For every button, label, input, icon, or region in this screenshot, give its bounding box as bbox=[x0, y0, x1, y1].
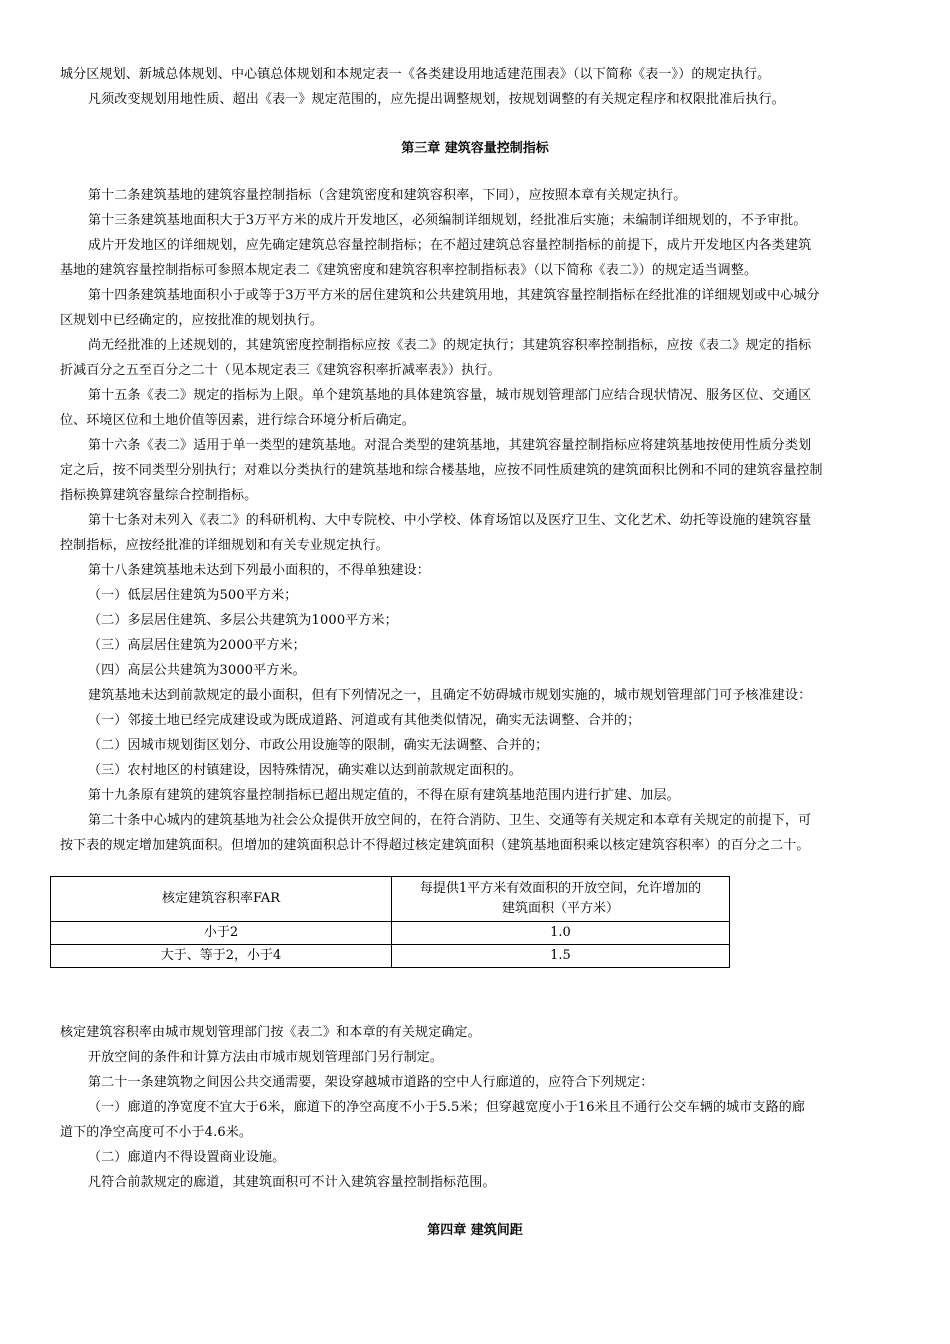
cell-bonus-area: 1.5 bbox=[392, 945, 730, 968]
article-21: 第二十一条建筑物之间因公共交通需要，架设穿越城市道路的空中人行廊道的，应符合下列规定： bbox=[88, 1075, 654, 1090]
chapter-4-title: 第四章 建筑间距 bbox=[427, 1223, 523, 1238]
article-21-item-1-line-1: （一）廊道的净宽度不宜大于6米，廊道下的净空高度不小于5.5米；但穿越宽度小于16米且不通行公交车辆的城市支路的廊 bbox=[88, 1100, 806, 1115]
intro-line-1: 城分区规划、新城总体规划、中心镇总体规划和本规定表一《各类建设用地适建范围表》（以下简称《表一》）的规定执行。 bbox=[60, 67, 771, 82]
article-20-line-2: 按下表的规定增加建筑面积。但增加的建筑面积总计不得超过核定建筑面积（建筑基地面积乘以核定建筑容积率）的百分之二十。 bbox=[60, 838, 810, 853]
article-18-item-1: （一）低层居住建筑为500平方米； bbox=[88, 588, 298, 603]
article-18-item-2: （二）多层居住建筑、多层公共建筑为1000平方米； bbox=[88, 613, 398, 628]
article-15-line-2: 位、环境区位和土地价值等因素，进行综合环境分析后确定。 bbox=[60, 413, 416, 428]
article-19: 第十九条原有建筑的建筑容量控制指标已超出规定值的，不得在原有建筑基地范围内进行扩建、加层。 bbox=[88, 788, 680, 803]
article-14-line-1: 第十四条建筑基地面积小于或等于3万平方米的居住建筑和公共建筑用地，其建筑容量控制指标在经批准的详细规划或中心城分 bbox=[88, 288, 820, 303]
intro-line-2: 凡须改变规划用地性质、超出《表一》规定范围的，应先提出调整规划，按规划调整的有关规定程序和权限批准后执行。 bbox=[88, 92, 785, 107]
cell-far: 小于2 bbox=[51, 922, 392, 945]
article-21-item-2: （二）廊道内不得设置商业设施。 bbox=[88, 1150, 286, 1165]
article-14-para-2-line-2: 折减百分之五至百分之二十（见本规定表三《建筑容积率折减率表》）执行。 bbox=[60, 363, 501, 378]
article-17-line-2: 控制指标，应按经批准的详细规划和有关专业规定执行。 bbox=[60, 538, 389, 553]
cell-bonus-area: 1.0 bbox=[392, 922, 730, 945]
far-determination-note: 核定建筑容积率由城市规划管理部门按《表二》和本章的有关规定确定。 bbox=[60, 1025, 481, 1040]
article-17-line-1: 第十七条对未列入《表二》的科研机构、大中专院校、中小学校、体育场馆以及医疗卫生、文化艺术、幼托等设施的建筑容量 bbox=[88, 513, 812, 528]
article-18-exception-1: （一）邻接土地已经完成建设或为既成道路、河道或有其他类似情况，确实无法调整、合并的； bbox=[88, 713, 641, 728]
article-16-line-2: 定之后，按不同类型分别执行；对难以分类执行的建筑基地和综合楼基地，应按不同性质建筑的建筑面积比例和不同的建筑容量控制 bbox=[60, 463, 823, 478]
chapter-3-title: 第三章 建筑容量控制指标 bbox=[401, 141, 549, 156]
article-18-exception-3: （三）农村地区的村镇建设，因特殊情况，确实难以达到前款规定面积的。 bbox=[88, 763, 522, 778]
article-14-para-2-line-1: 尚无经批准的上述规划的，其建筑密度控制指标应按《表二》的规定执行；其建筑容积率控制指标，应按《表二》规定的指标 bbox=[88, 338, 812, 353]
table-header-row bbox=[51, 877, 730, 922]
open-space-note: 开放空间的条件和计算方法由市城市规划管理部门另行制定。 bbox=[88, 1050, 444, 1065]
cell-far: 大于、等于2，小于4 bbox=[51, 945, 392, 968]
article-18-exception-2: （二）因城市规划街区划分、市政公用设施等的限制，确实无法调整、合并的； bbox=[88, 738, 549, 753]
article-14-line-2: 区规划中已经确定的，应按批准的规划执行。 bbox=[60, 313, 324, 328]
header-bonus-area-line-2: 建筑面积（平方米） bbox=[501, 901, 619, 916]
table-row bbox=[51, 945, 730, 968]
article-16-line-1: 第十六条《表二》适用于单一类型的建筑基地。对混合类型的建筑基地，其建筑容量控制指标应将建筑基地按使用性质分类划 bbox=[88, 438, 812, 453]
article-13-para-2-line-2: 基地的建筑容量控制指标可参照本规定表二《建筑密度和建筑容积率控制指标表》（以下简称《表二》）的规定适当调整。 bbox=[60, 263, 758, 278]
article-13: 第十三条建筑基地面积大于3万平方米的成片开发地区，必须编制详细规划，经批准后实施；未编制详细规划的，不予审批。 bbox=[88, 213, 807, 228]
table-row bbox=[51, 922, 730, 945]
header-far: 核定建筑容积率FAR bbox=[51, 877, 392, 922]
article-18-item-3: （三）高层居住建筑为2000平方米； bbox=[88, 638, 306, 653]
article-18: 第十八条建筑基地未达到下列最小面积的，不得单独建设： bbox=[88, 563, 430, 578]
article-13-para-2-line-1: 成片开发地区的详细规划，应先确定建筑总容量控制指标；在不超过建筑总容量控制指标的前提下，成片开发地区内各类建筑 bbox=[88, 238, 812, 253]
article-21-item-1-line-2: 道下的净空高度可不小于4.6米。 bbox=[60, 1125, 253, 1140]
header-bonus-area bbox=[392, 877, 730, 922]
article-20-line-1: 第二十条中心城内的建筑基地为社会公众提供开放空间的，在符合消防、卫生、交通等有关规定和本章有关规定的前提下，可 bbox=[88, 813, 812, 828]
header-bonus-area-line-1: 每提供1平方米有效面积的开放空间，允许增加的 bbox=[419, 881, 702, 896]
far-bonus-table bbox=[50, 876, 730, 968]
article-18-item-4: （四）高层公共建筑为3000平方米。 bbox=[88, 663, 306, 678]
article-21-note: 凡符合前款规定的廊道，其建筑面积可不计入建筑容量控制指标范围。 bbox=[88, 1175, 496, 1190]
article-18-para-2: 建筑基地未达到前款规定的最小面积，但有下列情况之一，且确定不妨碍城市规划实施的，城市规划管理部门可予核准建设： bbox=[88, 688, 812, 703]
article-15-line-1: 第十五条《表二》规定的指标为上限。单个建筑基地的具体建筑容量，城市规划管理部门应结合现状情况、服务区位、交通区 bbox=[88, 388, 812, 403]
article-16-line-3: 指标换算建筑容量综合控制指标。 bbox=[60, 488, 258, 503]
article-12: 第十二条建筑基地的建筑容量控制指标（含建筑密度和建筑容积率，下同），应按照本章有关规定执行。 bbox=[88, 188, 687, 203]
